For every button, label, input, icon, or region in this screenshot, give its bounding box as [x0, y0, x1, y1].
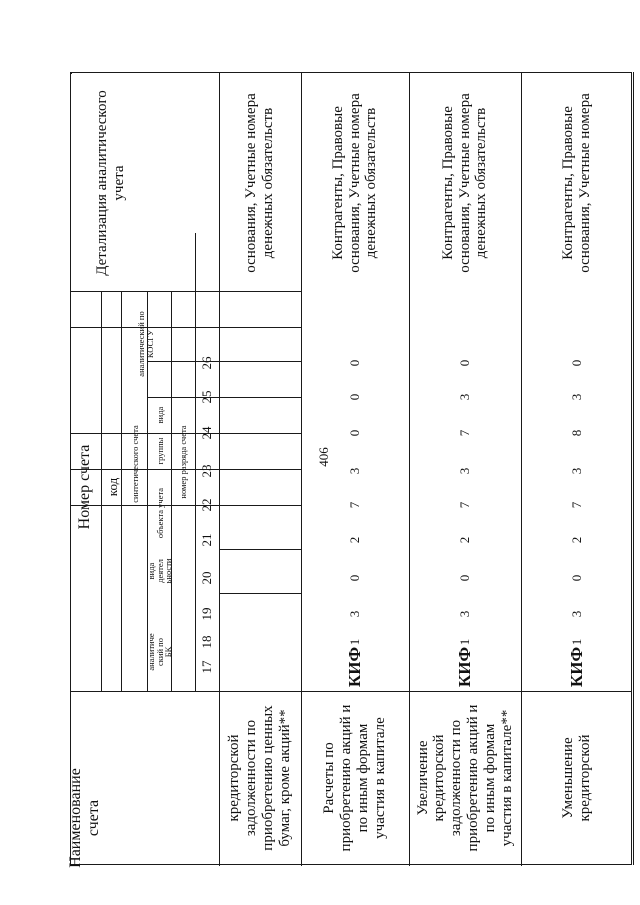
row-digit-20: 0	[568, 574, 584, 582]
header-accounting-object: объекта учета	[154, 487, 165, 539]
row-digit-19: 3	[456, 610, 472, 618]
digit-column-26: 26	[198, 356, 214, 370]
row-account-name: кредиторской задолженности по приобретению ценных бумаг, кроме акций**	[226, 705, 293, 851]
row-digit-22	[249, 488, 271, 522]
header-synthetic-account: синтетического счета	[129, 425, 140, 503]
row-digit-26: 0	[456, 359, 472, 367]
row-digit-23	[249, 454, 271, 488]
digit-column-19: 19	[198, 607, 214, 621]
header-group: группы	[154, 437, 165, 465]
header-analytic-bk: аналитиче ский по БК	[145, 633, 174, 671]
row-digit-22: 7	[456, 501, 472, 509]
row-digit-19	[249, 596, 271, 632]
row-digit-18	[249, 632, 271, 652]
row-digit-17: КИФ	[455, 646, 475, 688]
digit-column-17: 17	[198, 660, 214, 674]
digit-column-18: 18	[198, 635, 214, 649]
row-digit-24: 7	[456, 429, 472, 437]
right-border	[633, 72, 634, 865]
row-digit-21: 2	[568, 536, 584, 544]
row-digit-20	[249, 560, 271, 596]
row-digit-18: 1	[346, 638, 362, 646]
row-account-name: Расчеты по приобретению акций и по иным формам участия в капитале	[321, 704, 388, 852]
header-kind: вида	[154, 406, 165, 424]
row-digit-21: 2	[346, 536, 362, 544]
row-digit-24: 0	[346, 429, 362, 437]
row-digit-18: 1	[568, 638, 584, 646]
row-detail: основания, Учетные номера денежных обязательств	[243, 93, 276, 273]
row-digit-26: 0	[568, 359, 584, 367]
digit-column-24: 24	[198, 426, 214, 440]
row-account-name: Уменьшение кредиторской	[560, 734, 593, 822]
row-digit-22: 7	[346, 501, 362, 509]
row-digit-21: 2	[456, 536, 472, 544]
row-digit-18: 1	[456, 638, 472, 646]
account-table	[67, 72, 632, 868]
row-digit-23: 3	[456, 467, 472, 475]
row-digit-21	[249, 522, 271, 558]
row-digit-25: 0	[346, 393, 362, 401]
header-detailing: Детализация аналитического учета	[94, 90, 127, 276]
row-digit-20: 0	[346, 574, 362, 582]
digit-column-21: 21	[198, 533, 214, 547]
header-account-name: Наименование счета	[67, 768, 102, 868]
row-digit-19: 3	[568, 610, 584, 618]
row-digit-17: КИФ	[345, 646, 365, 688]
digit-column-20: 20	[198, 571, 214, 585]
row-digit-25: 3	[456, 393, 472, 401]
header-account-number: Номер счета	[76, 444, 94, 530]
row-account-name: Увеличение кредиторской задолженности по приобретению акций и по иным формам участия в капитале**	[414, 704, 515, 852]
row-detail: Контрагенты, Правовые основания, Учетные номера денежных обязательств	[439, 93, 490, 273]
header-code: код	[104, 477, 120, 497]
row-digit-23: 3	[346, 467, 362, 475]
row-digit-20: 0	[456, 574, 472, 582]
row-digit-19: 3	[346, 610, 362, 618]
header-activity-type: вида деятел ьности	[145, 558, 174, 584]
row-digit-23: 3	[568, 467, 584, 475]
row-digit-17: КИФ	[567, 646, 587, 688]
row-digit-26	[249, 346, 271, 380]
row-detail: Контрагенты, Правовые основания, Учетные номера денежных обязательств	[329, 93, 380, 273]
row-digit-22: 7	[568, 501, 584, 509]
row-digit-25: 3	[568, 393, 584, 401]
header-digit-number: номер разряда счета	[177, 425, 188, 499]
row-detail: Контрагенты, Правовые основания, Учетные номера	[560, 93, 593, 273]
row-digit-26: 0	[346, 359, 362, 367]
digit-column-25: 25	[198, 390, 214, 404]
page-number: 406	[316, 447, 331, 467]
header-analytic-kosgu: аналитический по КОСГУ	[136, 311, 155, 377]
row-digit-24: 8	[568, 429, 584, 437]
row-digit-24	[249, 415, 271, 451]
digit-column-22: 22	[198, 498, 214, 512]
row-digit-25	[249, 379, 271, 415]
digit-column-23: 23	[198, 464, 214, 478]
